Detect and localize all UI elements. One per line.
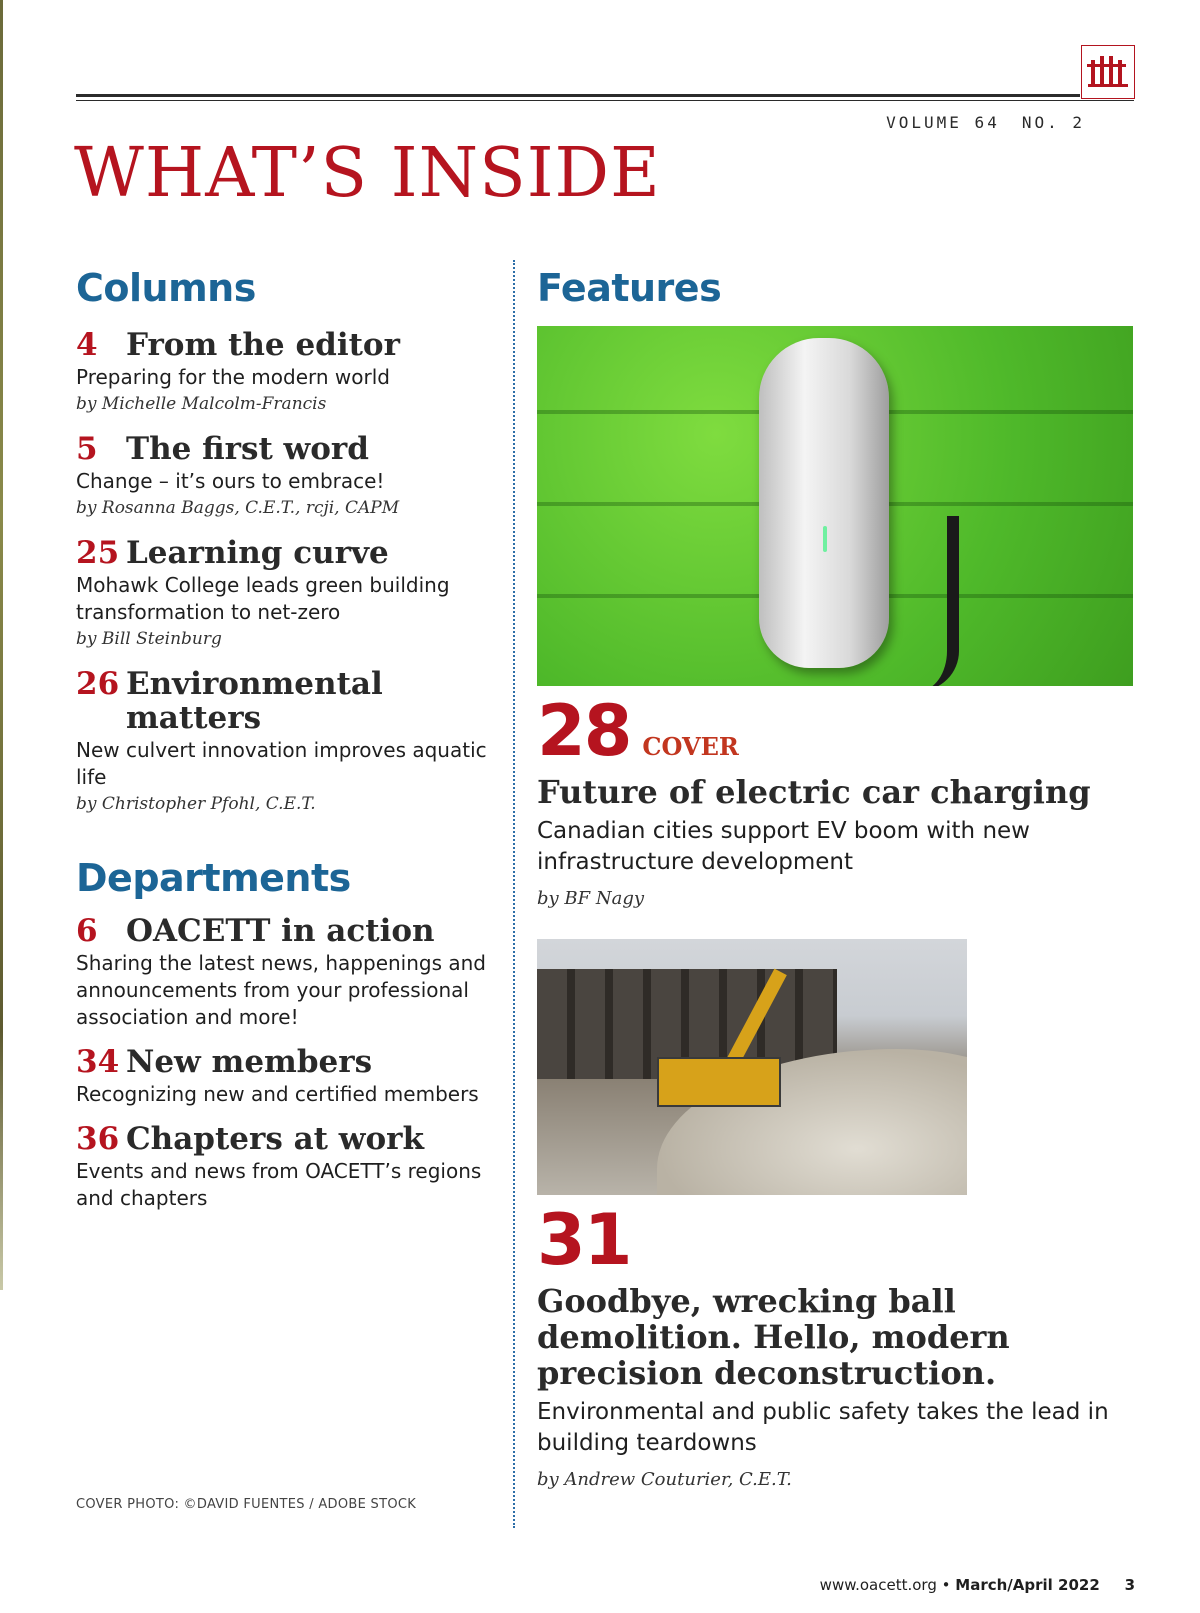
toc-entry[interactable]: [76, 432, 496, 518]
photo-credit: COVER PHOTO: ©DAVID FUENTES / ADOBE STOCK: [76, 1497, 417, 1512]
issue-info: [886, 113, 1085, 132]
footer-page-number: 3: [1124, 1576, 1135, 1594]
page-footer: [820, 1576, 1135, 1594]
entry-description: Recognizing new and certified members: [76, 1082, 479, 1106]
issue-number: NO. 2: [1021, 113, 1085, 132]
ev-charger-photo[interactable]: [537, 326, 1133, 686]
entry-title: Chapters at work: [126, 1121, 424, 1157]
cover-tag: COVER: [642, 732, 739, 761]
left-column: [76, 266, 496, 1212]
demolition-photo[interactable]: [537, 939, 967, 1195]
page-title: WHAT’S INSIDE: [74, 134, 661, 213]
logo-mark-icon: [1082, 46, 1133, 97]
entry-author: by Rosanna Baggs, C.E.T., rcji, CAPM: [76, 498, 400, 518]
volume-label: VOLUME 64: [886, 113, 1000, 132]
entry-author: by Michelle Malcolm-Francis: [76, 394, 327, 414]
entry-title: Learning curve: [126, 535, 389, 571]
page-number: 34: [76, 1044, 120, 1080]
oacett-logo: [1081, 45, 1135, 99]
columns-heading: Columns: [76, 266, 256, 310]
header-rule-thick: [76, 94, 1080, 97]
header-rule-thin: [76, 100, 1134, 101]
page-number: 36: [76, 1121, 120, 1157]
toc-entry[interactable]: [76, 328, 496, 414]
entry-title: Environmental matters: [126, 666, 383, 736]
entry-description: Mohawk College leads green building transformation to net-zero: [76, 573, 450, 624]
entry-author: by Andrew Couturier, C.E.T.: [537, 1469, 792, 1490]
charger-cable: [877, 516, 959, 686]
excavator: [657, 1057, 781, 1107]
departments-section: [76, 856, 496, 1212]
column-divider: [513, 260, 515, 1528]
feature-entry[interactable]: [537, 692, 1137, 909]
charger-led: [823, 526, 827, 552]
toc-entry[interactable]: [76, 536, 496, 649]
entry-description: New culvert innovation improves aquatic life: [76, 738, 487, 789]
entry-author: by BF Nagy: [537, 888, 645, 909]
page-number: 25: [76, 535, 120, 571]
entry-title: Goodbye, wrecking ball demolition. Hello, modern precision deconstruction.: [537, 1282, 1010, 1392]
entry-author: by Christopher Pfohl, C.E.T.: [76, 794, 316, 814]
entry-title: OACETT in action: [126, 913, 435, 949]
entry-title: Future of electric car charging: [537, 773, 1091, 811]
entry-description: Events and news from OACETT’s regions and chapters: [76, 1159, 482, 1210]
page-number: 5: [76, 431, 98, 467]
features-heading: Features: [537, 266, 722, 310]
footer-url[interactable]: www.oacett.org: [819, 1576, 937, 1594]
entry-title: The first word: [126, 431, 369, 467]
entry-title: From the editor: [126, 327, 400, 363]
entry-description: Sharing the latest news, happenings and announcements from your professional association and more!: [76, 951, 486, 1029]
entry-description: Preparing for the modern world: [76, 365, 390, 389]
toc-entry[interactable]: [76, 914, 496, 1031]
entry-description: Environmental and public safety takes the lead in building teardowns: [537, 1399, 1109, 1456]
footer-separator: •: [941, 1576, 951, 1594]
page-number: 31: [537, 1199, 631, 1281]
page-edge-strip: [0, 0, 3, 1290]
toc-entry[interactable]: [76, 1045, 496, 1108]
page-number: 28: [537, 690, 631, 772]
page-number: 6: [76, 913, 98, 949]
footer-issue-date: March/April 2022: [955, 1576, 1100, 1594]
ev-charger-unit: [759, 338, 889, 668]
entry-description: Change – it’s ours to embrace!: [76, 469, 385, 493]
page-number: 26: [76, 666, 120, 702]
toc-entry[interactable]: [76, 1122, 496, 1212]
feature-entry[interactable]: [537, 1201, 1137, 1490]
entry-title: New members: [126, 1044, 373, 1080]
entry-description: Canadian cities support EV boom with new infrastructure development: [537, 818, 1030, 875]
toc-entry[interactable]: [76, 667, 496, 814]
entry-author: by Bill Steinburg: [76, 629, 222, 649]
page-number: 4: [76, 327, 98, 363]
right-column: [537, 266, 1137, 1490]
departments-heading: Departments: [76, 856, 351, 900]
